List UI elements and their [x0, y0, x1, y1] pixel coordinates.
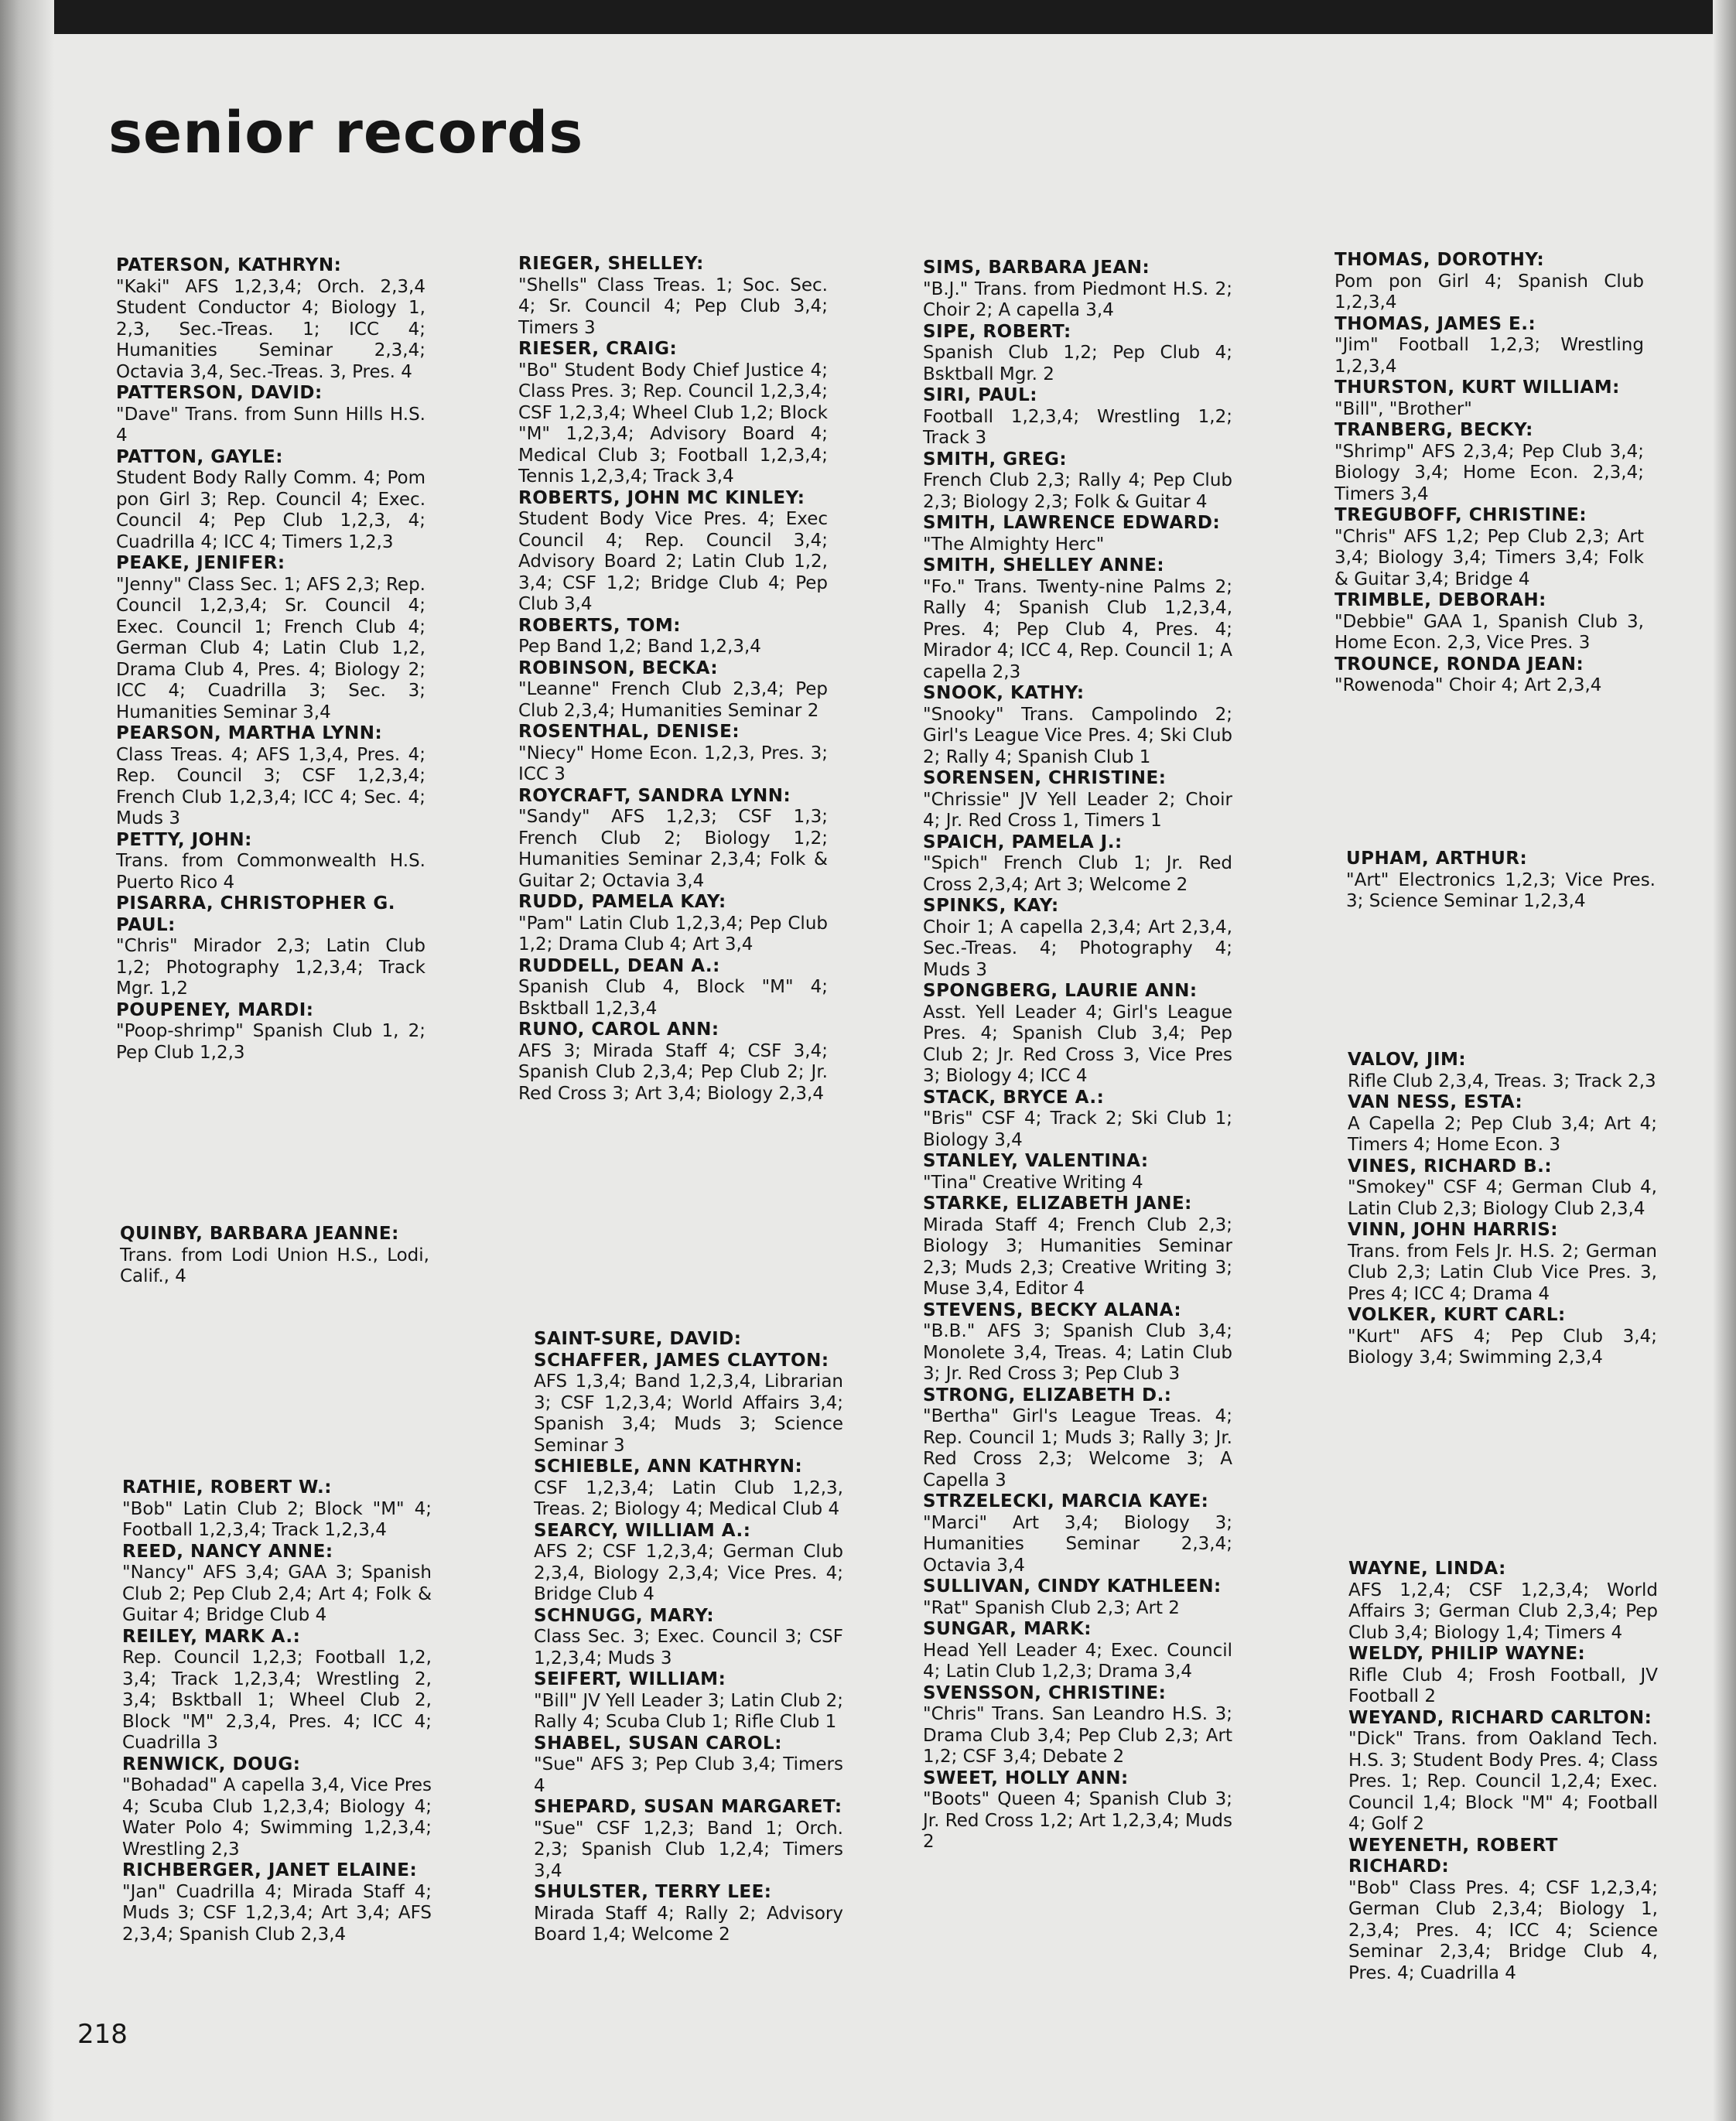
senior-entry	[534, 1329, 843, 1351]
entry-group	[120, 1224, 429, 1288]
senior-name: SUNGAR, MARK:	[923, 1619, 1092, 1639]
entry-group	[923, 258, 1232, 1853]
senior-entry	[1346, 849, 1656, 913]
senior-entry	[1334, 377, 1644, 420]
senior-name: TRANBERG, BECKY:	[1334, 420, 1533, 440]
activity-record: CSF 1,2,3,4; Latin Club 1,2,3, Treas. 2; Biology 4; Medical Club 4	[534, 1477, 843, 1519]
activity-record: "Chris" Trans. San Leandro H.S. 3; Drama Club 3,4; Pep Club 2,3; Art 1,2; CSF 3,4; Debate 2	[923, 1704, 1232, 1767]
senior-entry	[116, 255, 425, 383]
entry-group	[518, 254, 828, 1105]
senior-entry	[122, 1627, 432, 1754]
activity-record: "Poop-shrimp" Spanish Club 1, 2; Pep Club 1,2,3	[116, 1021, 425, 1063]
senior-entry	[923, 683, 1232, 768]
activity-record: "Kurt" AFS 4; Pep Club 3,4; Biology 3,4; Swimming 2,3,4	[1348, 1326, 1657, 1368]
senior-name: TROUNCE, RONDA JEAN:	[1334, 654, 1584, 675]
senior-name: SCHAFFER, JAMES CLAYTON:	[534, 1350, 829, 1371]
senior-name: PATTERSON, DAVID:	[116, 383, 323, 403]
senior-entry	[1348, 1708, 1658, 1836]
activity-record: "Smokey" CSF 4; German Club 4, Latin Club 2,3; Biology Club 2,3,4	[1348, 1177, 1657, 1219]
column-4	[1334, 250, 1644, 697]
senior-entry	[1348, 1092, 1657, 1156]
senior-name: WAYNE, LINDA:	[1348, 1559, 1506, 1579]
senior-name: SMITH, GREG:	[923, 449, 1068, 470]
activity-record: "Bertha" Girl's League Treas. 4; Rep. Council 1; Muds 3; Rally 3; Jr. Red Cross 2,3; Welcome 3; A Capella 3	[923, 1406, 1232, 1491]
activity-record: Spanish Club 1,2; Pep Club 4; Bsktball Mgr. 2	[923, 343, 1232, 384]
activity-record: "The Almighty Herc"	[923, 534, 1105, 555]
senior-name: REILEY, MARK A.:	[122, 1626, 301, 1647]
activity-record: "Rat" Spanish Club 2,3; Art 2	[923, 1597, 1180, 1618]
senior-entry	[518, 786, 828, 893]
senior-entry	[1334, 420, 1644, 505]
activity-record: "B.B." AFS 3; Spanish Club 3,4; Monolete 3,4, Treas. 4; Latin Club 3; Jr. Red Cross 3; Pep Club 3	[923, 1321, 1232, 1384]
senior-entry	[534, 1521, 843, 1606]
senior-entry	[923, 1151, 1232, 1194]
senior-entry	[534, 1457, 843, 1521]
entry-group	[1348, 1559, 1658, 1984]
senior-entry	[518, 892, 828, 956]
senior-name: SULLIVAN, CINDY KATHLEEN:	[923, 1576, 1222, 1597]
activity-record: Student Body Rally Comm. 4; Pom pon Girl 3; Rep. Council 4; Exec. Council 4; Pep Club 1,2,3, 4; Cuadrilla 4; ICC 4; Timers 1,2,3	[116, 468, 425, 552]
senior-entry	[923, 322, 1232, 386]
activity-record: "Bo" Student Body Chief Justice 4; Class Pres. 3; Rep. Council 1,2,3,4; CSF 1,2,3,4; Wheel Club 1,2; Block "M" 1,2,3,4; Advisory Board 4; Medical Club 3; Football 1,2,3,4; Tennis 1,2,3,4; Track 3,4	[518, 360, 828, 487]
senior-entry	[116, 893, 425, 1000]
senior-name: PEARSON, MARTHA LYNN:	[116, 723, 383, 743]
senior-name: VALOV, JIM:	[1348, 1050, 1467, 1070]
senior-entry	[116, 553, 425, 723]
activity-record: Head Yell Leader 4; Exec. Council 4; Latin Club 1,2,3; Drama 3,4	[923, 1640, 1232, 1682]
senior-entry	[923, 1385, 1232, 1492]
column-4-group-2	[1346, 849, 1656, 913]
entry-group	[1334, 250, 1644, 697]
activity-record: "Sue" AFS 3; Pep Club 3,4; Timers 4	[534, 1754, 843, 1796]
activity-record: "Dave" Trans. from Sunn Hills H.S. 4	[116, 404, 425, 446]
senior-name: QUINBY, BARBARA JEANNE:	[120, 1224, 399, 1244]
senior-entry	[1334, 314, 1644, 378]
activity-record: "Bill" JV Yell Leader 3; Latin Club 2; Rally 4; Scuba Club 1; Rifle Club 1	[534, 1690, 843, 1732]
senior-name: SWEET, HOLLY ANN:	[923, 1768, 1129, 1788]
senior-entry	[923, 1194, 1232, 1300]
senior-name: STEVENS, BECKY ALANA:	[923, 1300, 1182, 1320]
senior-entry	[518, 339, 828, 488]
senior-entry	[122, 1477, 432, 1542]
activity-record: "Kaki" AFS 1,2,3,4; Orch. 2,3,4 Student Conductor 4; Biology 1, 2,3, Sec.-Treas. 1; ICC 4; Humanities Seminar 2,3,4; Octavia 3,4, Sec.-Treas. 3, Pres. 4	[116, 276, 425, 382]
activity-record: "Bob" Latin Club 2; Block "M" 4; Football 1,2,3,4; Track 1,2,3,4	[122, 1498, 432, 1540]
activity-record: Mirada Staff 4; French Club 2,3; Biology 3; Humanities Seminar 2,3; Muds 2,3; Creative Writing 3; Muse 3,4, Editor 4	[923, 1214, 1232, 1299]
activity-record: "Chris" AFS 1,2; Pep Club 2,3; Art 3,4; Biology 3,4; Timers 3,4; Folk & Guitar 3,4; Bridge 4	[1334, 526, 1644, 589]
senior-entry	[923, 981, 1232, 1088]
activity-record: Rifle Club 2,3,4, Treas. 3; Track 2,3	[1348, 1071, 1656, 1091]
activity-record: "Chris" Mirador 2,3; Latin Club 1,2; Photography 1,2,3,4; Track Mgr. 1,2	[116, 936, 425, 999]
senior-entry	[518, 956, 828, 1020]
senior-name: ROBERTS, TOM:	[518, 615, 682, 636]
activity-record: Football 1,2,3,4; Wrestling 1,2; Track 3	[923, 406, 1232, 448]
senior-name: PATERSON, KATHRYN:	[116, 255, 342, 275]
senior-entry	[1348, 1050, 1657, 1092]
senior-entry	[518, 658, 828, 722]
senior-name: SNOOK, KATHY:	[923, 683, 1085, 703]
activity-record: "Sandy" AFS 1,2,3; CSF 1,3; French Club 2; Biology 1,2; Humanities Seminar 2,3,4; Folk & Guitar 2; Octavia 3,4	[518, 807, 828, 891]
senior-name: SIRI, PAUL:	[923, 385, 1038, 405]
activity-record: "Fo." Trans. Twenty-nine Palms 2; Rally 4; Spanish Club 1,2,3,4, Pres. 4; Pep Club 4, Pres. 4; Mirador 4; ICC 4, Rep. Council 1; A capella 2,3	[923, 576, 1232, 682]
senior-name: STARKE, ELIZABETH JANE:	[923, 1194, 1192, 1214]
senior-entry	[1348, 1220, 1657, 1305]
activity-record: Trans. from Commonwealth H.S. Puerto Rico 4	[116, 851, 425, 893]
senior-entry	[923, 555, 1232, 683]
senior-name: WEYAND, RICHARD CARLTON:	[1348, 1707, 1652, 1728]
activity-record: Pom pon Girl 4; Spanish Club 1,2,3,4	[1334, 271, 1644, 313]
senior-entry	[518, 488, 828, 616]
senior-entry	[1334, 250, 1644, 314]
activity-record: Rifle Club 4; Frosh Football, JV Football 2	[1348, 1665, 1658, 1706]
activity-record: Pep Band 1,2; Band 1,2,3,4	[518, 637, 761, 657]
senior-entry	[534, 1669, 843, 1733]
senior-name: SIPE, ROBERT:	[923, 321, 1071, 342]
senior-entry	[1334, 505, 1644, 590]
activity-record: Student Body Vice Pres. 4; Exec Council 4; Rep. Council 3,4; Advisory Board 2; Latin Club 1,2, 3,4; CSF 1,2; Bridge Club 4; Pep Club 3,4	[518, 509, 828, 614]
activity-record: Rep. Council 1,2,3; Football 1,2, 3,4; Track 1,2,3,4; Wrestling 2, 3,4; Bsktball 1; Wheel Club 2, Block "M" 2,3,4, Pres. 4; ICC 4; Cuadrilla 3	[122, 1648, 432, 1753]
senior-entry	[1348, 1305, 1657, 1369]
senior-name: RUDDELL, DEAN A.:	[518, 955, 720, 976]
senior-name: SAINT-SURE, DAVID:	[534, 1329, 742, 1349]
senior-name: WELDY, PHILIP WAYNE:	[1348, 1644, 1586, 1664]
senior-name: SMITH, SHELLEY ANNE:	[923, 555, 1165, 576]
senior-entry	[923, 1300, 1232, 1385]
senior-name: WEYENETH, ROBERT RICHARD:	[1348, 1835, 1558, 1877]
senior-name: SVENSSON, CHRISTINE:	[923, 1682, 1167, 1703]
senior-entry	[923, 449, 1232, 514]
senior-entry	[534, 1797, 843, 1882]
senior-entry	[122, 1860, 432, 1945]
activity-record: "Spich" French Club 1; Jr. Red Cross 2,3,4; Art 3; Welcome 2	[923, 853, 1232, 895]
page-title: senior records	[108, 100, 584, 166]
activity-record: "Art" Electronics 1,2,3; Vice Pres. 3; Science Seminar 1,2,3,4	[1346, 869, 1656, 911]
right-edge-shadow	[1713, 0, 1736, 2121]
senior-name: PATTON, GAYLE:	[116, 446, 283, 467]
senior-entry	[116, 1000, 425, 1064]
senior-entry	[122, 1754, 432, 1861]
senior-entry	[518, 616, 828, 658]
activity-record: "Bohadad" A capella 3,4, Vice Pres 4; Scuba Club 1,2,3,4; Biology 4; Water Polo 4; Swimming 1,2,3,4; Wrestling 2,3	[122, 1775, 432, 1860]
senior-entry	[1348, 1644, 1658, 1708]
senior-name: REED, NANCY ANNE:	[122, 1541, 333, 1562]
activity-record: AFS 3; Mirada Staff 4; CSF 3,4; Spanish Club 2,3,4; Pep Club 2; Jr. Red Cross 3; Art 3,4; Biology 2,3,4	[518, 1040, 828, 1104]
senior-name: SPAICH, PAMELA J.:	[923, 832, 1123, 852]
senior-name: TRIMBLE, DEBORAH:	[1334, 590, 1546, 610]
senior-name: PETTY, JOHN:	[116, 829, 252, 850]
activity-record: "Jim" Football 1,2,3; Wrestling 1,2,3,4	[1334, 335, 1644, 377]
activity-record: "Marci" Art 3,4; Biology 3; Humanities Seminar 2,3,4; Octavia 3,4	[923, 1512, 1232, 1576]
senior-entry	[923, 513, 1232, 555]
senior-name: RIESER, CRAIG:	[518, 339, 678, 359]
activity-record: "Shrimp" AFS 2,3,4; Pep Club 3,4; Biology 3,4; Home Econ. 2,3,4; Timers 3,4	[1334, 441, 1644, 504]
activity-record: "Sue" CSF 1,2,3; Band 1; Orch. 2,3; Spanish Club 1,2,4; Timers 3,4	[534, 1818, 843, 1881]
activity-record: Trans. from Lodi Union H.S., Lodi, Calif., 4	[120, 1245, 429, 1286]
senior-name: THOMAS, DOROTHY:	[1334, 250, 1545, 270]
column-4-group-3	[1348, 1050, 1657, 1369]
senior-entry	[923, 1576, 1232, 1619]
senior-name: SHABEL, SUSAN CAROL:	[534, 1733, 782, 1754]
activity-record: "Debbie" GAA 1, Spanish Club 3, Home Econ. 2,3, Vice Pres. 3	[1334, 611, 1644, 653]
senior-entry	[1348, 1156, 1657, 1221]
senior-name: UPHAM, ARTHUR:	[1346, 849, 1528, 869]
activity-record: Asst. Yell Leader 4; Girl's League Pres. 4; Spanish Club 3,4; Pep Club 2; Jr. Red Cross 3, Vice Pres 3; Biology 4; ICC 4	[923, 1002, 1232, 1086]
senior-name: TREGUBOFF, CHRISTINE:	[1334, 505, 1587, 525]
activity-record: "Dick" Trans. from Oakland Tech. H.S. 3; Student Body Pres. 4; Class Pres. 1; Rep. Council 1,2,4; Exec. Council 1,4; Block "M" 4; Football 4; Golf 2	[1348, 1729, 1658, 1834]
activity-record: "Jan" Cuadrilla 4; Mirada Staff 4; Muds 3; CSF 1,2,3,4; Art 3,4; AFS 2,3,4; Spanish Club 2,3,4	[122, 1881, 432, 1945]
column-4-group-4	[1348, 1559, 1658, 1984]
entry-group	[1346, 849, 1656, 913]
entry-group	[116, 255, 425, 1064]
senior-name: ROSENTHAL, DENISE:	[518, 722, 740, 742]
activity-record: French Club 2,3; Rally 4; Pep Club 2,3; Biology 2,3; Folk & Guitar 4	[923, 470, 1232, 512]
senior-entry	[923, 768, 1232, 832]
senior-name: VAN NESS, ESTA:	[1348, 1092, 1523, 1112]
activity-record: Class Sec. 3; Exec. Council 3; CSF 1,2,3,4; Muds 3	[534, 1627, 843, 1668]
senior-entry	[518, 722, 828, 786]
senior-name: SCHNUGG, MARY:	[534, 1605, 715, 1626]
senior-name: ROBINSON, BECKA:	[518, 657, 719, 678]
senior-name: RENWICK, DOUG:	[122, 1754, 301, 1774]
column-2	[518, 254, 828, 1105]
senior-name: ROBERTS, JOHN MC KINLEY:	[518, 487, 805, 508]
senior-entry	[1348, 1559, 1658, 1644]
activity-record: AFS 1,2,4; CSF 1,2,3,4; World Affairs 3; German Club 2,3,4; Pep Club 3,4; Biology 1,4; Timers 4	[1348, 1580, 1658, 1643]
senior-entry	[923, 896, 1232, 981]
senior-name: ROYCRAFT, SANDRA LYNN:	[518, 785, 791, 806]
page-number: 218	[77, 2019, 128, 2050]
activity-record: Choir 1; A capella 2,3,4; Art 2,3,4, Sec.-Treas. 4; Photography 4; Muds 3	[923, 917, 1232, 980]
senior-name: VINES, RICHARD B.:	[1348, 1156, 1553, 1177]
activity-record: "Tina" Creative Writing 4	[923, 1172, 1143, 1193]
senior-entry	[1348, 1836, 1658, 1985]
activity-record: "Boots" Queen 4; Spanish Club 3; Jr. Red Cross 1,2; Art 1,2,3,4; Muds 2	[923, 1789, 1232, 1852]
activity-record: "Snooky" Trans. Campolindo 2; Girl's League Vice Pres. 4; Ski Club 2; Rally 4; Spanish Club 1	[923, 704, 1232, 767]
entry-group	[534, 1329, 843, 1946]
senior-name: SHEPARD, SUSAN MARGARET:	[534, 1797, 842, 1817]
column-1	[116, 255, 425, 1064]
senior-entry	[923, 258, 1232, 322]
senior-name: SEARCY, WILLIAM A.:	[534, 1520, 751, 1541]
activity-record: "B.J." Trans. from Piedmont H.S. 2; Choir 2; A capella 3,4	[923, 278, 1232, 320]
senior-name: THURSTON, KURT WILLIAM:	[1334, 377, 1620, 398]
activity-record: Trans. from Fels Jr. H.S. 2; German Club 2,3; Latin Club Vice Pres. 3, Pres 4; ICC 4; Drama 4	[1348, 1241, 1657, 1304]
activity-record: "Shells" Class Treas. 1; Soc. Sec. 4; Sr. Council 4; Pep Club 3,4; Timers 3	[518, 275, 828, 338]
senior-entry	[923, 385, 1232, 449]
activity-record: "Rowenoda" Choir 4; Art 2,3,4	[1334, 675, 1602, 695]
senior-name: VINN, JOHN HARRIS:	[1348, 1220, 1559, 1240]
senior-name: SCHIEBLE, ANN KATHRYN:	[534, 1457, 803, 1477]
activity-record: "Jenny" Class Sec. 1; AFS 2,3; Rep. Council 1,2,3,4; Sr. Council 4; Exec. Council 1; French Club 4; German Club 4; Latin Club 1,2, Drama Club 4, Pres. 4; Biology 2; ICC 4; Cuadrilla 3; Sec. 3; Humanities Seminar 3,4	[116, 574, 425, 722]
senior-name: SIMS, BARBARA JEAN:	[923, 258, 1150, 278]
senior-name: SEIFERT, WILLIAM:	[534, 1669, 726, 1689]
activity-record: "Bob" Class Pres. 4; CSF 1,2,3,4; German Club 2,3,4; Biology 1, 2,3,4; Pres. 4; ICC 4; Science Seminar 2,3,4; Bridge Club 4, Pres. 4; Cuadrilla 4	[1348, 1877, 1658, 1983]
senior-entry	[518, 1020, 828, 1105]
senior-name: RICHBERGER, JANET ELAINE:	[122, 1860, 418, 1880]
senior-name: STRZELECKI, MARCIA KAYE:	[923, 1491, 1209, 1511]
senior-entry	[923, 1619, 1232, 1683]
senior-name: SORENSEN, CHRISTINE:	[923, 768, 1167, 788]
column-3	[923, 258, 1232, 1853]
activity-record: AFS 1,3,4; Band 1,2,3,4, Librarian 3; CSF 1,2,3,4; World Affairs 3,4; Spanish 3,4; Muds 3; Science Seminar 3	[534, 1371, 843, 1456]
senior-name: STACK, BRYCE A.:	[923, 1087, 1105, 1108]
senior-entry	[923, 1683, 1232, 1768]
senior-entry	[923, 832, 1232, 897]
senior-entry	[534, 1606, 843, 1670]
senior-name: POUPENEY, MARDI:	[116, 999, 314, 1020]
senior-entry	[534, 1351, 843, 1457]
senior-name: PISARRA, CHRISTOPHER G. PAUL:	[116, 893, 396, 935]
senior-entry	[116, 447, 425, 554]
senior-entry	[122, 1542, 432, 1627]
column-2-group-2	[534, 1329, 843, 1946]
activity-record: "Bill", "Brother"	[1334, 398, 1472, 419]
senior-name: THOMAS, JAMES E.:	[1334, 313, 1536, 334]
senior-entry	[534, 1733, 843, 1798]
senior-name: RATHIE, ROBERT W.:	[122, 1477, 332, 1498]
senior-name: SHULSTER, TERRY LEE:	[534, 1882, 772, 1902]
activity-record: Mirada Staff 4; Rally 2; Advisory Board 1,4; Welcome 2	[534, 1903, 843, 1945]
top-edge-shadow	[0, 0, 1736, 34]
senior-entry	[534, 1882, 843, 1946]
senior-entry	[1334, 590, 1644, 654]
activity-record: AFS 2; CSF 1,2,3,4; German Club 2,3,4, Biology 2,3,4; Vice Pres. 4; Bridge Club 4	[534, 1542, 843, 1604]
senior-entry	[923, 1768, 1232, 1853]
senior-entry	[923, 1088, 1232, 1152]
column-1-group-2	[120, 1224, 429, 1288]
activity-record: "Bris" CSF 4; Track 2; Ski Club 1; Biology 3,4	[923, 1108, 1232, 1150]
binding-shadow	[0, 0, 54, 2121]
activity-record: "Leanne" French Club 2,3,4; Pep Club 2,3,4; Humanities Seminar 2	[518, 679, 828, 721]
activity-record: "Nancy" AFS 3,4; GAA 3; Spanish Club 2; Pep Club 2,4; Art 4; Folk & Guitar 4; Bridge Club 4	[122, 1563, 432, 1625]
activity-record: "Niecy" Home Econ. 1,2,3, Pres. 3; ICC 3	[518, 743, 828, 784]
senior-name: RUDD, PAMELA KAY:	[518, 892, 726, 912]
senior-name: VOLKER, KURT CARL:	[1348, 1305, 1566, 1325]
activity-record: A Capella 2; Pep Club 3,4; Art 4; Timers 4; Home Econ. 3	[1348, 1113, 1657, 1155]
senior-name: STRONG, ELIZABETH D.:	[923, 1385, 1172, 1405]
activity-record: Class Treas. 4; AFS 1,3,4, Pres. 4; Rep. Council 3; CSF 1,2,3,4; French Club 1,2,3,4; ICC 4; Sec. 4; Muds 3	[116, 744, 425, 828]
senior-entry	[923, 1491, 1232, 1576]
senior-name: RIEGER, SHELLEY:	[518, 254, 704, 274]
activity-record: "Pam" Latin Club 1,2,3,4; Pep Club 1,2; Drama Club 4; Art 3,4	[518, 913, 828, 955]
senior-entry	[120, 1224, 429, 1288]
senior-name: STANLEY, VALENTINA:	[923, 1151, 1149, 1171]
senior-name: PEAKE, JENIFER:	[116, 553, 285, 573]
senior-entry	[116, 830, 425, 894]
senior-name: RUNO, CAROL ANN:	[518, 1020, 719, 1040]
senior-name: SMITH, LAWRENCE EDWARD:	[923, 513, 1221, 533]
senior-name: SPONGBERG, LAURIE ANN:	[923, 981, 1198, 1001]
senior-entry	[116, 383, 425, 447]
senior-entry	[116, 723, 425, 830]
senior-name: SPINKS, KAY:	[923, 896, 1059, 916]
activity-record: Spanish Club 4, Block "M" 4; Bsktball 1,2,3,4	[518, 977, 828, 1019]
senior-entry	[1334, 654, 1644, 697]
column-1-group-3	[122, 1477, 432, 1945]
activity-record: "Chrissie" JV Yell Leader 2; Choir 4; Jr. Red Cross 1, Timers 1	[923, 789, 1232, 831]
entry-group	[122, 1477, 432, 1945]
senior-entry	[518, 254, 828, 339]
entry-group	[1348, 1050, 1657, 1369]
